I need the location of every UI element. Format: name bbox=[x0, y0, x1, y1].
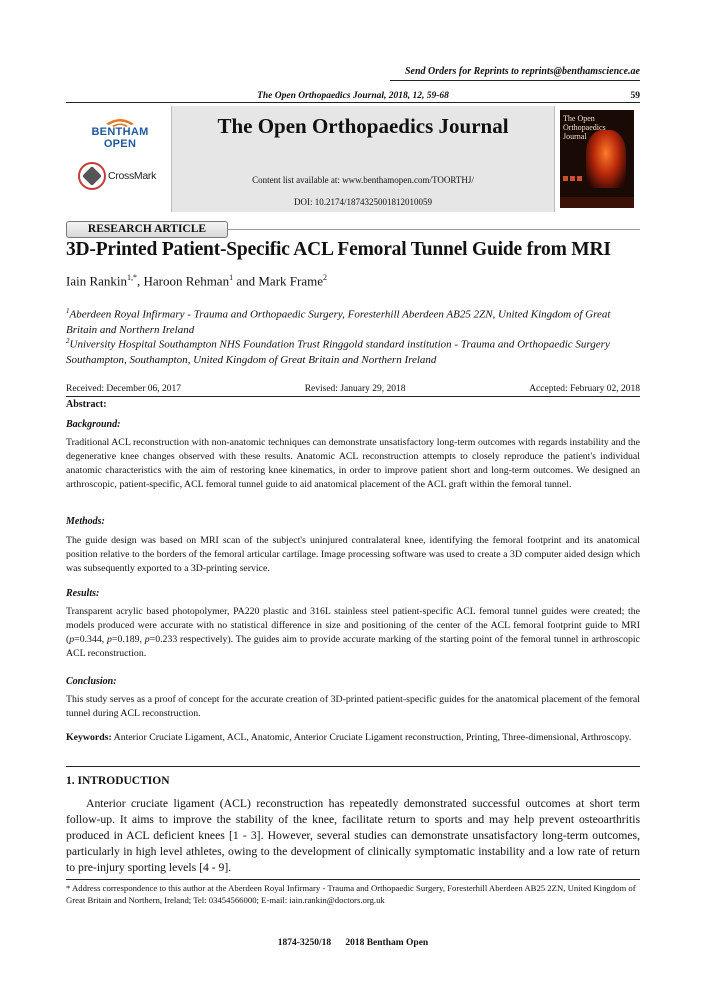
introduction-heading: 1. INTRODUCTION bbox=[66, 775, 170, 787]
cover-title: The Open Orthopaedics Journal bbox=[563, 114, 606, 141]
journal-title: The Open Orthopaedics Journal bbox=[217, 114, 509, 138]
p-value-symbol: p bbox=[69, 634, 75, 645]
cover-thumbnails bbox=[562, 168, 588, 182]
page-number: 59 bbox=[630, 91, 640, 101]
keywords-divider bbox=[66, 766, 640, 767]
author-affiliation-marker: 1 bbox=[229, 273, 234, 282]
correspondence-footnote: * Address correspondence to this author at the Aberdeen Royal Infirmary - Trauma and Orthopaedic Surgery, Foresterhill Aberdeen AB25 2ZN, United Kingdom of Great Britain and Northern, Ireland; Tel: 03454566000; E-mail: iain.rankin@doctors.org.uk bbox=[66, 883, 636, 905]
author-name[interactable]: Iain Rankin bbox=[66, 273, 128, 289]
dates-divider bbox=[66, 396, 640, 397]
page-footer bbox=[66, 938, 640, 948]
affiliation-text: University Hospital Southampton NHS Foundation Trust Ringgold standard institution - Trauma and Orthopaedic Surgery Southampton, Southampton, United Kingdom of Great Britain and Northern Ireland bbox=[66, 338, 610, 366]
cover-thumb bbox=[577, 176, 582, 181]
results-paragraph bbox=[66, 605, 640, 661]
reprint-divider bbox=[390, 80, 640, 81]
received-date: Received: December 06, 2017 bbox=[66, 384, 182, 394]
author-affiliation-marker: 2 bbox=[322, 273, 327, 282]
article-dates bbox=[66, 384, 640, 394]
p-value-symbol: p bbox=[107, 634, 112, 645]
cover-footer-band bbox=[560, 197, 634, 208]
copyright-publisher: 2018 Bentham Open bbox=[345, 938, 429, 948]
methods-paragraph: The guide design was based on MRI scan of the subject's uninjured contralateral knee, identifying the femoral footprint and its anatomical position relative to the borders of the femoral articular cartilage. Image processing software was used to create a 3D computer aided design which was subsequently exported to a 3D-printing service. bbox=[66, 535, 640, 574]
p-value-symbol: p bbox=[144, 634, 150, 645]
affiliation bbox=[66, 334, 640, 368]
affiliation-text: Aberdeen Royal Infirmary - Trauma and Orthopaedic Surgery, Foresterhill Aberdeen AB25 2ZN, United Kingdom of Great Britain and Northern Ireland bbox=[66, 308, 611, 336]
conclusion-paragraph: This study serves as a proof of concept for the accurate creation of 3D-printed patient-specific guides for the anatomical placement of the femoral tunnel during ACL reconstruction. bbox=[66, 694, 640, 719]
results-text: =0.189, bbox=[111, 634, 145, 645]
abstract-heading: Abstract: bbox=[66, 399, 107, 410]
author-name[interactable]: Haroon Rehman bbox=[143, 273, 230, 289]
results-text: =0.344, bbox=[74, 634, 108, 645]
affiliation-number: 1 bbox=[66, 307, 70, 315]
affiliation bbox=[66, 304, 640, 338]
introduction-paragraph: Anterior cruciate ligament (ACL) reconstruction has repeatedly demonstrated successful outcomes at short term follow-up. It aims to improve the stability of the knee, facilitate return to sports and may help prevent osteoarthritis produced in ACL deficient knees [1 - 3]. However, several studies can demonstrate unsatisfactory long-term outcomes, particularly in high level athletes, owing to the development of clinically symptomatic instability and a low rate of return to pre-injury sporting levels [4 - 9]. bbox=[66, 797, 640, 874]
issn: 1874-3250/18 bbox=[277, 938, 332, 948]
conclusion-heading: Conclusion: bbox=[66, 676, 117, 687]
reprint-note: Send Orders for Reprints to reprints@benthamscience.ae bbox=[405, 66, 640, 77]
citation-text: The Open Orthopaedics Journal, 2018, 12, 59-68 bbox=[257, 91, 449, 101]
methods-heading: Methods: bbox=[66, 516, 105, 527]
cover-thumb bbox=[570, 176, 575, 181]
results-heading: Results: bbox=[66, 588, 100, 599]
crossmark-label[interactable]: CrossMark bbox=[108, 170, 157, 182]
affiliation-number: 2 bbox=[66, 337, 70, 345]
cover-thumb bbox=[563, 176, 568, 181]
doi-link[interactable]: DOI: 10.2174/1874325001812010059 bbox=[294, 197, 432, 207]
footnote-divider bbox=[66, 879, 640, 880]
article-type-badge: RESEARCH ARTICLE bbox=[66, 221, 228, 238]
author-name[interactable]: Mark Frame bbox=[258, 273, 323, 289]
content-list-link[interactable]: Content list available at: www.benthamopen.com/TOORTHJ/ bbox=[252, 175, 474, 185]
revised-date: Revised: January 29, 2018 bbox=[304, 384, 406, 394]
running-head-citation bbox=[66, 91, 640, 101]
author-separator: , bbox=[137, 273, 144, 289]
background-heading: Background: bbox=[66, 419, 121, 430]
keywords-label: Keywords: bbox=[66, 732, 112, 743]
author-affiliation-marker: 1,* bbox=[127, 273, 138, 282]
bentham-open-wordmark: BENTHAM OPEN bbox=[91, 126, 149, 150]
running-head-divider bbox=[66, 102, 640, 103]
results-text: =0.233 respectively). The guides aim to provide accurate marking of the starting point of the femoral tunnel in arthroscopic ACL reconstruction. bbox=[66, 634, 640, 659]
author-list bbox=[66, 273, 640, 289]
accepted-date: Accepted: February 02, 2018 bbox=[529, 384, 640, 394]
keywords-text: Anterior Cruciate Ligament, ACL, Anatomic, Anterior Cruciate Ligament reconstruction, Printing, Three-dimensional, Arthroscopy. bbox=[111, 732, 632, 743]
article-title: 3D-Printed Patient-Specific ACL Femoral Tunnel Guide from MRI bbox=[66, 239, 611, 260]
background-paragraph: Traditional ACL reconstruction with non-anatomic techniques can demonstrate unsatisfactory long-term outcomes with regards instability and the degenerative knee changes observed with these results. Anatomic ACL reconstruction attempts to closely reproduce the patient's individual anatomic characteristics with the aim of restoring knee kinematics, in order to improve patient short and long-term outcomes. We designed an arthroscopic, patient-specific, ACL femoral tunnel guide to aid anatomical placement of the ACL graft within the femoral tunnel. bbox=[66, 437, 640, 490]
results-text: Transparent acrylic based photopolymer, PA220 plastic and 316L stainless steel patient-specific ACL femoral tunnel guides were created; the models produced were accurate with no statistical difference in size and positioning of the center of the ACL femoral footprint guide to MRI ( bbox=[66, 606, 640, 645]
keywords bbox=[66, 731, 640, 745]
author-separator: and bbox=[233, 273, 259, 289]
badge-divider bbox=[228, 229, 640, 230]
